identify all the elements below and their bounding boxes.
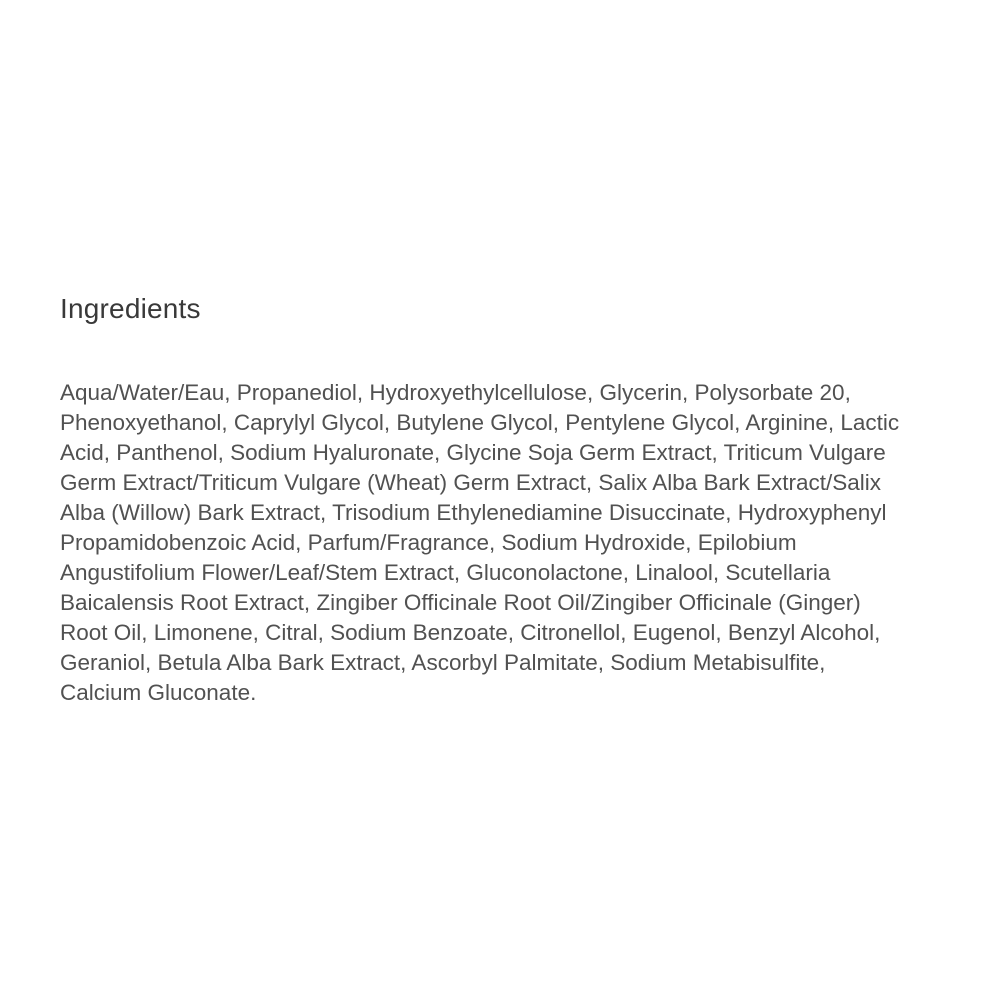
ingredients-text: Aqua/Water/Eau, Propanediol, Hydroxyethylcellulose, Glycerin, Polysorbate 20, Phenoxyethanol, Caprylyl Glycol, Butylene Glycol, Pentylene Glycol, Arginine, Lactic Acid, Panthenol, Sodium Hyaluronate, Glycine Soja Germ Extract, Triticum Vulgare Germ Extract/Triticum Vulgare (Wheat) Germ Extract, Salix Alba Bark Extract/Salix Alba (Willow) Bark Extract, Trisodium Ethylenediamine Disuccinate, Hydroxyphenyl Propamidobenzoic Acid, Parfum/Fragrance, Sodium Hydroxide, Epilobium Angustifolium Flower/Leaf/Stem Extract, Gluconolactone, Linalool, Scutellaria Baicalensis Root Extract, Zingiber Officinale Root Oil/Zingiber Officinale (Ginger) Root Oil, Limonene, Citral, Sodium Benzoate, Citronellol, Eugenol, Benzyl Alcohol, Geraniol, Betula Alba Bark Extract, Ascorbyl Palmitate, Sodium Metabisulfite, Calcium Gluconate. bbox=[60, 380, 900, 705]
section-heading: Ingredients bbox=[60, 293, 201, 324]
